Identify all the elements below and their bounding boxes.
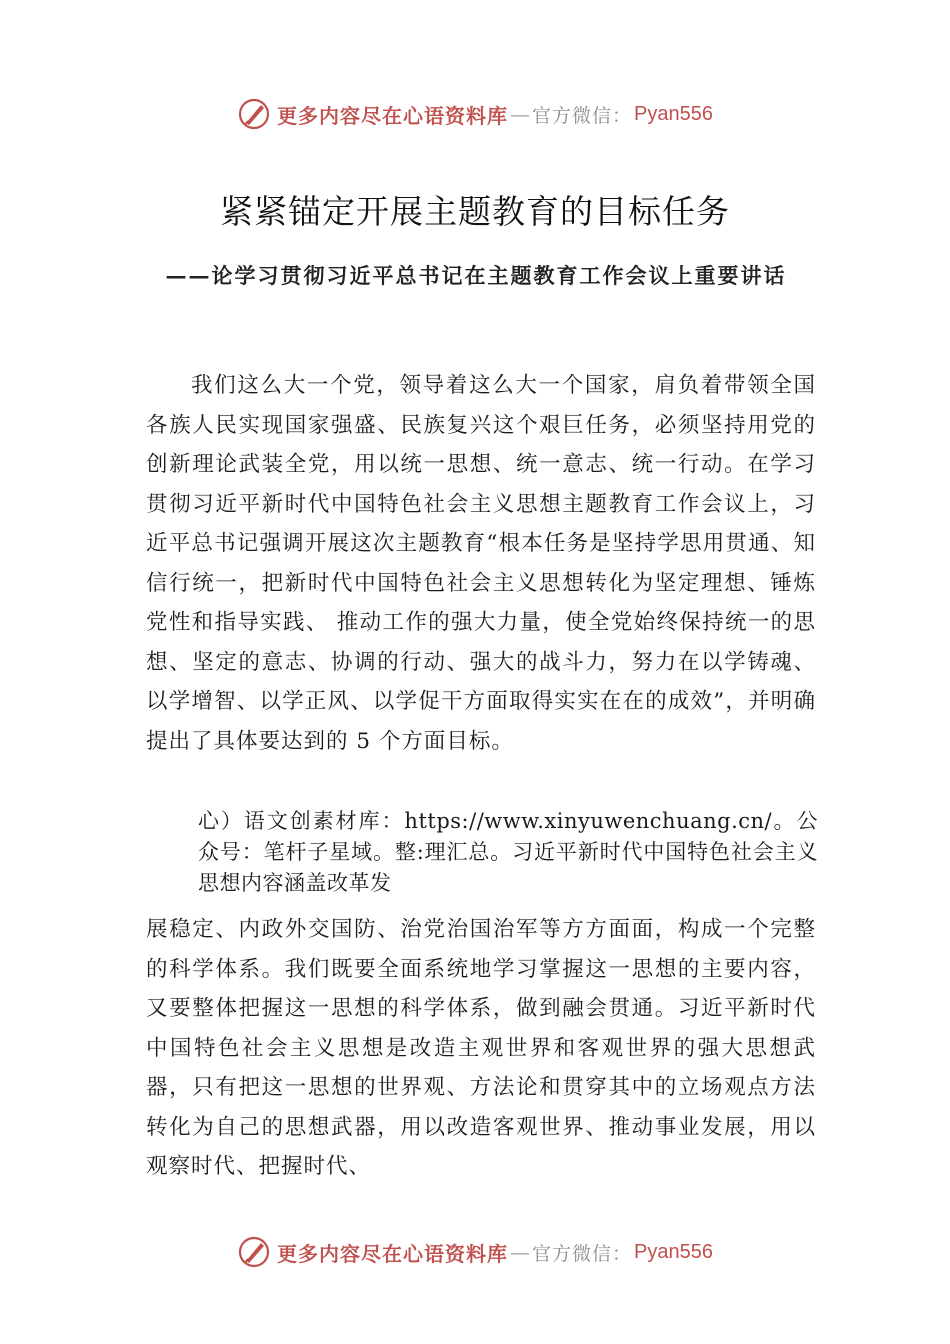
body-paragraph-1: 我们这么大一个党，领导着这么大一个国家，肩负着带领全国各族人民实现国家强盛、民族复兴这个艰巨任务，必须坚持用党的创新理论武装全党，用以统一思想、统一意志、统一行动。在学习贯彻习近平新时代中国特色社会主义思想主题教育工作会议上，习近平总书记强调开展这次主题教育“根本任务是坚持学思用贯通、知信行统一，把新时代中国特色社会主义思想转化为坚定理想、锤炼党性和指导实践、 推动工作的强大力量，使全党始终保持统一的思想、坚定的意志、协调的行动、强大的战斗力，努力在以学铸魂、以学增智、以学正风、以学促干方面取得实实在在的成效”，并明确提出了具体要达到的 5 个方面目标。 <box>146 373 816 754</box>
banner-wechat-id: Pyan556 <box>634 1240 713 1263</box>
banner-separator: — <box>510 102 530 126</box>
banner-contact-label: 官方微信： <box>532 104 633 127</box>
banner-separator: — <box>510 1240 530 1264</box>
quill-logo-icon <box>237 97 271 131</box>
body-paragraph-2: 心）语文创素材库：https://www.xinyuwenchuang.cn/。公众号：笔杆子星域。整:理汇总。习近平新时代中国特色社会主义思想内容涵盖改革发 <box>198 809 818 895</box>
header-banner <box>0 92 950 136</box>
document-subtitle: ——论学习贯彻习近平总书记在主题教育工作会议上重要讲话 <box>165 263 787 288</box>
banner-contact-label: 官方微信： <box>532 1242 633 1265</box>
banner-brand-text: 更多内容尽在心语资料库 <box>277 1241 508 1266</box>
banner-wechat-id: Pyan556 <box>634 102 713 125</box>
body-paragraph-3: 展稳定、内政外交国防、治党治国治军等方方面面，构成一个完整的科学体系。我们既要全面系统地学习掌握这一思想的主要内容，又要整体把握这一思想的科学体系，做到融会贯通。习近平新时代中国特色社会主义思想是改造主观世界和客观世界的强大思想武器，只有把这一思想的世界观、方法论和贯穿其中的立场观点方法转化为自己的思想武器，用以改造客观世界、推动事业发展，用以观察时代、把握时代、 <box>146 917 816 1179</box>
footer-banner <box>0 1230 950 1274</box>
document-title: 紧紧锚定开展主题教育的目标任务 <box>220 192 730 231</box>
banner-brand-text: 更多内容尽在心语资料库 <box>277 103 508 128</box>
quill-logo-icon <box>237 1235 271 1269</box>
